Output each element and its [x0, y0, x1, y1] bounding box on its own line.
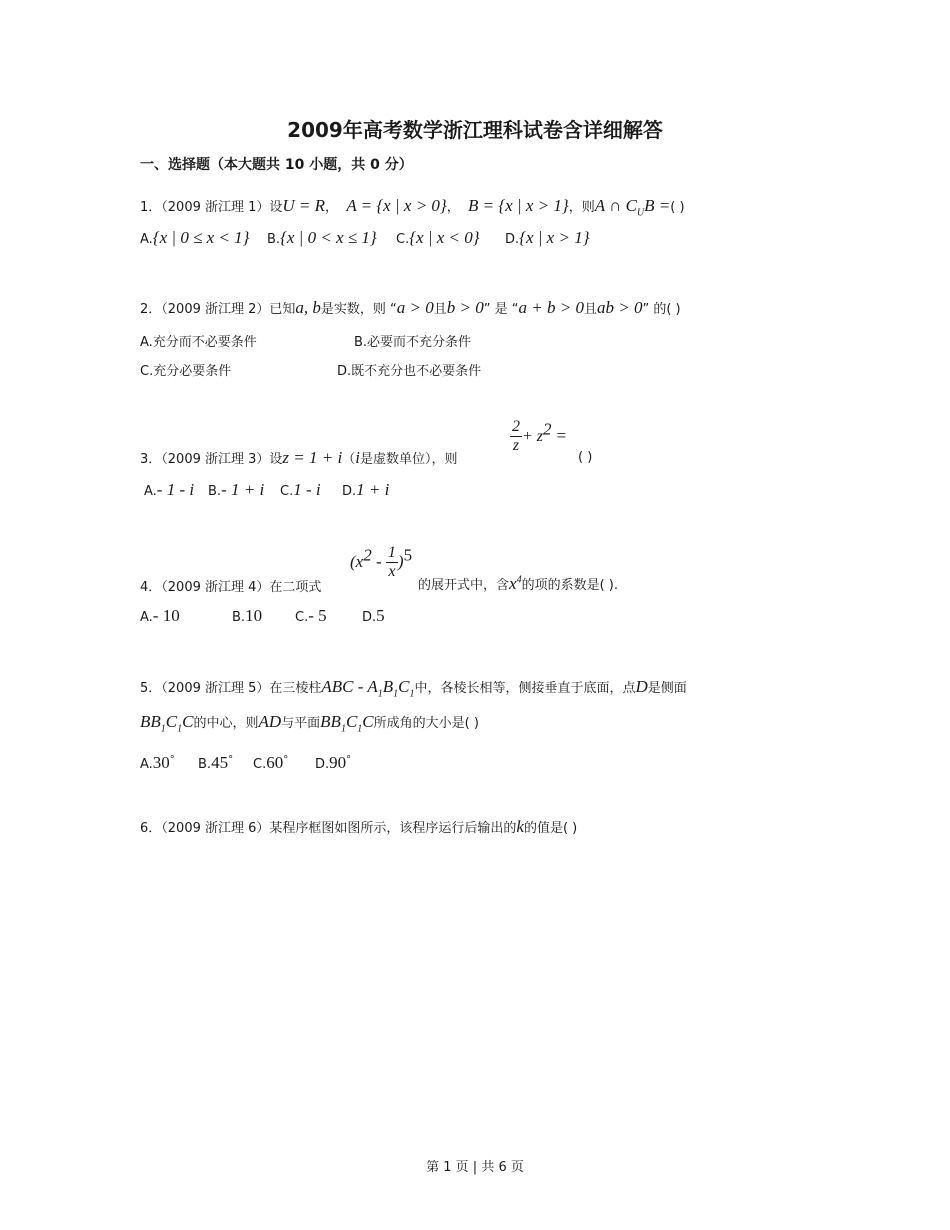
q5-math-prism: ABC - $A_1B_1C_1$	[321, 677, 415, 700]
q5-math-face: $BB_1C_1C$	[140, 712, 194, 735]
page-title: 2009年高考数学浙江理科试卷含详细解答	[287, 118, 663, 142]
q2-option-b: B.必要而不充分条件	[354, 335, 472, 350]
q5-math-ad: AD	[258, 712, 282, 731]
question-1	[140, 196, 685, 218]
q1-option-b: B.{x | 0 < x ≤ 1}	[267, 228, 377, 247]
q2-math-a-pos: a > 0	[396, 298, 434, 317]
q1-lead: 1．（2009 浙江理 1）设	[140, 200, 283, 215]
q2-math-b-pos: b > 0	[446, 298, 484, 317]
q3-option-a: A.- 1 - i	[144, 480, 195, 499]
q1-option-a: A.{x | 0 ≤ x < 1}	[140, 228, 250, 247]
q4-math-x4: $x^4$	[509, 574, 522, 593]
q5-option-a: A.30°	[140, 753, 175, 772]
q4-option-b: B.10	[232, 606, 263, 625]
q5-option-d: D.90°	[315, 753, 352, 772]
q2-math-prod-pos: ab > 0	[596, 298, 643, 317]
q5-option-b: B.45°	[198, 753, 234, 772]
section-heading: 一、选择题（本大题共 10 小题，共 0 分）	[140, 157, 413, 173]
q4-option-d: D.5	[362, 606, 385, 625]
q2-math-ab: a, b	[295, 298, 321, 317]
q3-answer-paren: ( )	[578, 450, 593, 465]
q1-expr-ac: A ∩ $C_UB$ =	[594, 196, 671, 219]
q3-math-i: i	[355, 448, 360, 467]
q4-option-a: A.- 10	[140, 606, 180, 625]
q4-lead: 4．（2009 浙江理 4）在二项式	[140, 580, 322, 595]
question-2: 2．（2009 浙江理 2）已知a, b是实数，则 “a > 0且b > 0” 是 “a + b > 0且ab > 0” 的( )	[140, 298, 681, 317]
q1-expr-b: B = {x | x > 1}	[468, 196, 569, 215]
q6-math-k: k	[516, 817, 524, 836]
page-footer: 第 1 页 | 共 6 页	[426, 1160, 524, 1175]
q3-option-d: D.1 + i	[342, 480, 390, 499]
q1-answer-paren: ( )	[670, 200, 685, 215]
q4-option-c: C.- 5	[295, 606, 327, 625]
q5-option-c: C.60°	[253, 753, 289, 772]
q2-option-a: A.充分而不必要条件	[140, 335, 257, 350]
q1-expr-u: U = R	[282, 196, 326, 215]
question-5-line-1: 5．（2009 浙江理 5）在三棱柱ABC - $A_1B_1C_1$中，各棱长相等，侧接垂直于底面，点D是侧面	[140, 677, 687, 700]
q2-option-c: C.充分必要条件	[140, 364, 232, 379]
q5-math-plane: $BB_1C_1C$	[320, 712, 374, 735]
q1-sep: ，	[446, 200, 460, 215]
q3-option-b: B.- 1 + i	[208, 480, 265, 499]
question-3: 3．（2009 浙江理 3）设z = 1 + i（i是虚数单位），则	[140, 448, 458, 467]
q4-binomial-expr: ($x^2$ - $\frac{1}{x}$ )$^5$	[350, 544, 413, 580]
q3-option-c: C.1 - i	[280, 480, 321, 499]
q3-math-z: z = 1 + i	[282, 448, 343, 467]
q4-stem: 的展开式中，含$x^4$的项的系数是( ).	[418, 574, 618, 593]
q2-option-d: D.既不充分也不必要条件	[337, 364, 482, 379]
question-6: 6．（2009 浙江理 6）某程序框图如图所示，该程序运行后输出的k的值是( )	[140, 817, 578, 836]
q5-math-d: D	[635, 677, 648, 696]
q1-option-d: D.{x | x > 1}	[505, 228, 590, 247]
q1-expr-a: A = {x | x > 0}	[346, 196, 447, 215]
question-5-line-2: $BB_1C_1C$的中心，则AD与平面$BB_1C_1C$所成角的大小是( )	[140, 712, 479, 735]
q1-sep: ，	[325, 200, 339, 215]
q1-sep: ，则	[568, 200, 595, 215]
q1-option-c: C.{x | x < 0}	[396, 228, 480, 247]
q3-fraction-expr: $\frac{2}{z}$ + $z^2$ =	[512, 418, 567, 454]
q2-math-sum-pos: a + b > 0	[518, 298, 584, 317]
